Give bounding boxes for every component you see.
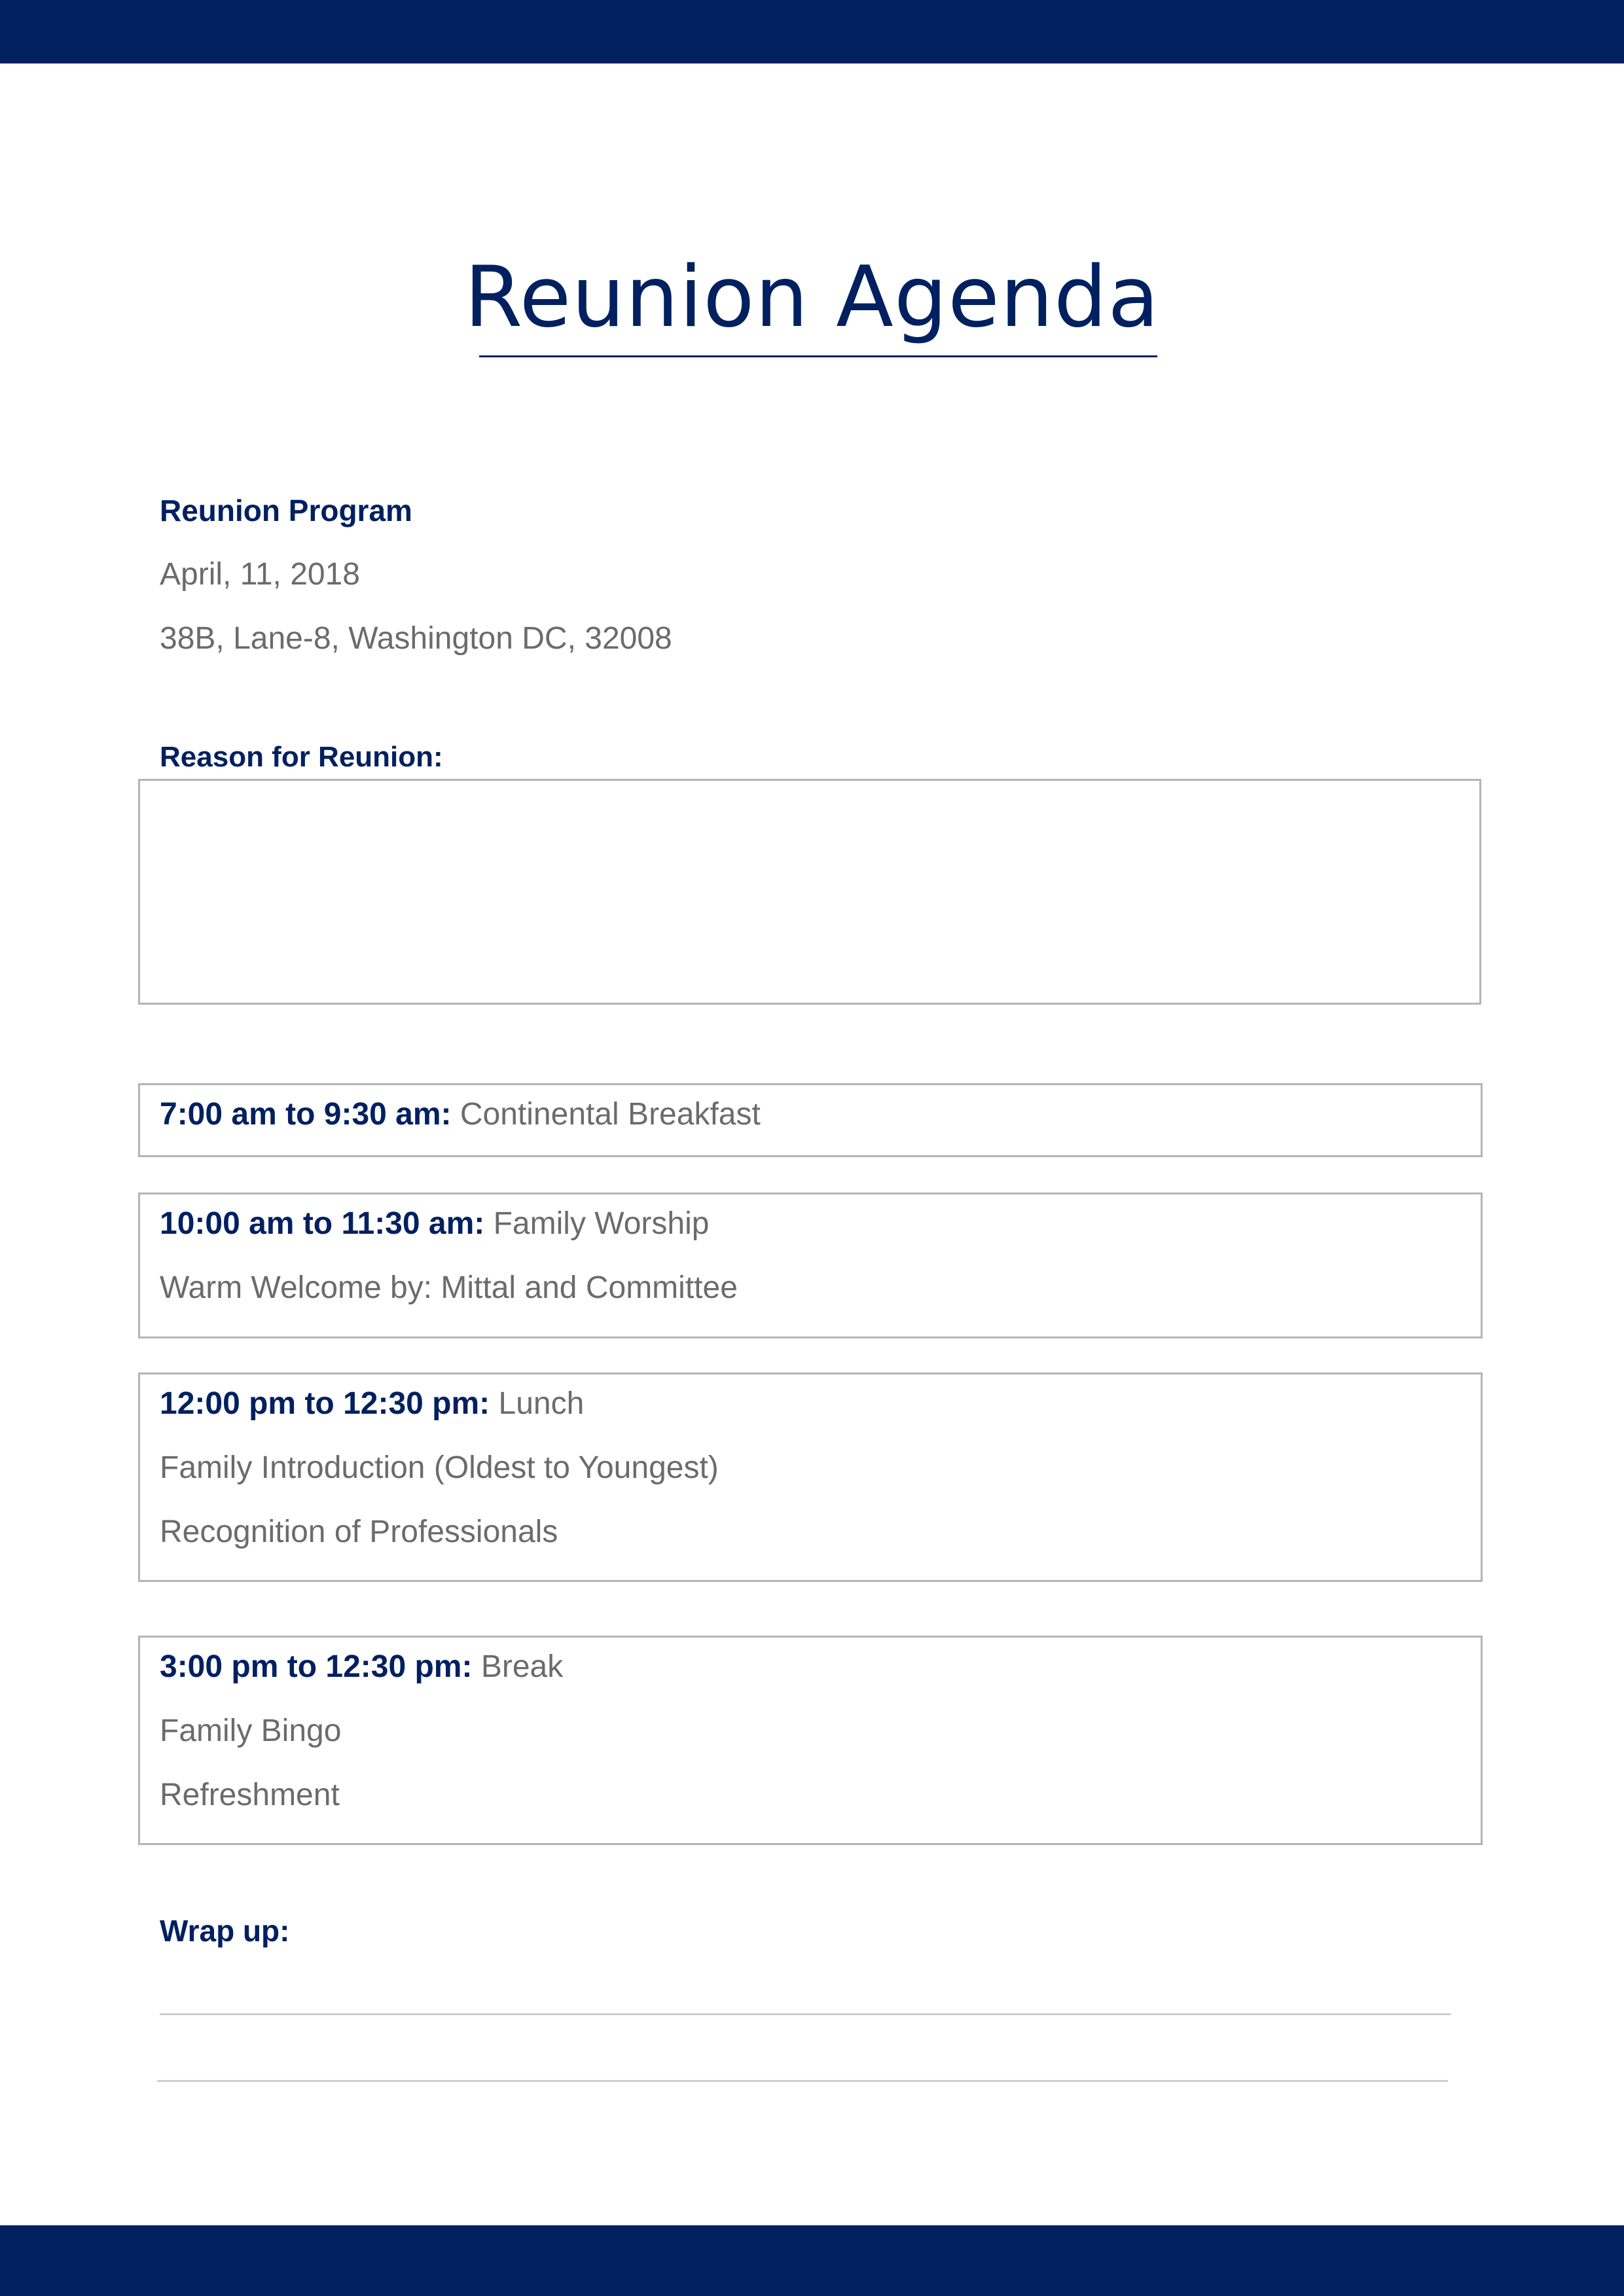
schedule-row [160, 1204, 709, 1244]
wrap-up-line-1[interactable] [160, 2013, 1451, 2015]
schedule-row [160, 1384, 584, 1424]
schedule-row [160, 1647, 563, 1687]
footer-bar [0, 2225, 1624, 2296]
program-label: Reunion Program [160, 493, 412, 528]
schedule-activity: Continental Breakfast [460, 1097, 761, 1132]
schedule-time: 12:00 pm to 12:30 pm: [160, 1386, 490, 1421]
reason-input-box[interactable] [138, 779, 1481, 1005]
wrap-up-line-2[interactable] [157, 2080, 1448, 2082]
schedule-time: 10:00 am to 11:30 am: [160, 1206, 485, 1241]
reason-label: Reason for Reunion: [160, 741, 443, 773]
header-bar [0, 0, 1624, 63]
wrap-up-label: Wrap up: [160, 1914, 290, 1948]
schedule-detail: Refreshment [160, 1778, 340, 1812]
schedule-activity: Break [480, 1649, 564, 1684]
schedule-time: 3:00 pm to 12:30 pm: [160, 1649, 473, 1684]
event-date: April, 11, 2018 [160, 557, 360, 592]
schedule-row [160, 1095, 761, 1134]
schedule-detail: Family Bingo [160, 1713, 342, 1748]
schedule-activity: Lunch [498, 1386, 585, 1421]
schedule-detail: Recognition of Professionals [160, 1515, 558, 1549]
event-address: 38B, Lane-8, Washington DC, 32008 [160, 621, 672, 656]
schedule-time: 7:00 am to 9:30 am: [160, 1097, 452, 1132]
schedule-item-lunch [138, 1372, 1483, 1582]
schedule-item-breakfast [138, 1083, 1483, 1157]
schedule-detail: Warm Welcome by: Mittal and Committee [160, 1270, 738, 1305]
title-underline [479, 355, 1157, 357]
schedule-item-break [138, 1636, 1483, 1845]
page-title: Reunion Agenda [464, 249, 1160, 346]
schedule-item-worship [138, 1193, 1483, 1338]
schedule-detail: Family Introduction (Oldest to Youngest) [160, 1450, 719, 1485]
schedule-activity: Family Worship [493, 1206, 710, 1241]
